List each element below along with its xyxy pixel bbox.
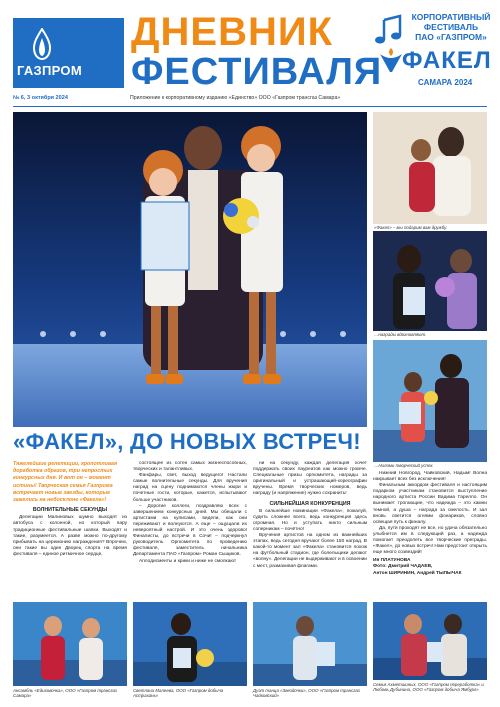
right-photo-2-image [373,231,487,331]
photo-credit: Фото: Дмитрий ЧАДАЕВ, [373,564,433,570]
article-column-3 [253,461,367,599]
issue-number: № 6, 3 октября 2024 [13,95,68,101]
bottom-photo-1-image [13,602,127,686]
right-photo-3-image [373,340,487,462]
subheading-1: ВОЛНИТЕЛЬНЫЕ СЕКУНДЫ [32,507,108,514]
headline: «ФАКЕЛ», ДО НОВЫХ ВСТРЕЧ! [13,429,361,454]
bottom-photo-1-caption: Ансамбль «Едиховочка», ООО «Газпром трансгаз Самара» [13,688,117,698]
bottom-photo-2-caption: Светлана Малеева, ООО «Газпром добыча Астрахань» [133,688,224,698]
right-photo-3-caption: …Ниломи творческий успех. [374,463,434,468]
right-photo-1 [373,112,487,224]
right-photo-1-image [373,112,487,224]
photo-credit-2: Антон ШИРИНИН, Андрей ТЫЛЫЧАК [373,570,462,576]
right-photo-2-caption: …награды вдохновляют. [374,332,427,337]
subheading-2: СИЛЬНЕЙШАЯ КОНКУРЕНЦИЯ [269,500,351,507]
article-column-4 [373,471,487,599]
city-year: САМАРА 2024 [418,78,473,87]
col4-paragraph-2: Финальным аккордом фестиваля и настоящим подарком участникам становится выступление народного артиста России Вадима Гарелло. Он вынимает трогающие, что надежда – это камни темной, а душа – награда за смелость. И зал вновь светится огнями фонариков, словно освещая путь к финалу. [373,483,487,525]
fakel-wordmark: ФАКЕЛ [402,47,492,74]
right-photo-3 [373,340,487,462]
bottom-photo-1 [13,602,127,686]
bottom-photo-3-caption: Дуэт танца «Звездочки», ООО «Газпром трансгаз Чайковский» [253,688,360,698]
festival-label-line2: ФЕСТИВАЛЬ [423,22,479,32]
right-photo-1-caption: «Факел» – мы подарим вам дружбу. [374,225,448,230]
main-photo [13,112,367,427]
col2-paragraph-3: – Дорогие коллеги, поздравляю всех с завершением конкурсных дней. Мы обещали с артистами на кулисами, видели, как они переживают и волнуются. А еще – ощущали их невероятный настрой. И это очень здорово! Финалисты, до встречи в Сочи! – подчеркнул руководитель Оргкомитета по проведению фестиваля, заместитель начальника Департамента ПАО «Газпром» Роман Сыщиков. [133,503,247,558]
col3-paragraph-3: Вручения артистов на одном из важнейших этапах, ведь сегодня вручают более 150 наград. В какой-то момент зал «Факела» становится похож на футбольный стадион, где болельщики делают «волну». Делегации не выдерживают и в освоении с мест, размахивая флагами. [253,533,367,569]
title-line-2: ФЕСТИВАЛЯ [131,51,383,93]
bottom-photo-4-caption: Семья Ахметшиных, ООО «Газпром переработка» и Любовь Дубинина, ООО «Газпром добыча Ямбург» [373,682,484,692]
gazprom-logo [13,18,124,88]
article-lead: Тяжелейшие репетиции, кропотливая доработка образов, три непростых конкурсных дня. И вот он – момент истины! Творческая семья Газпрома встречает новые звезды, которые зажглись на небосклоне «Факела»! [13,461,118,504]
festival-label-line1: КОРПОРАТИВНЫЙ [411,12,491,22]
bottom-photo-4-image [373,602,487,680]
bottom-photo-2 [133,602,247,686]
author: Ия ПЛАТУНОВА [373,558,411,564]
article-column-1 [13,461,127,599]
col4-paragraph-1: Нижний Новгород, Чайковский, Надым! Волна накрывает всех без исключения! [373,471,487,483]
music-notes-icon [374,14,408,48]
bottom-photo-4 [373,602,487,680]
col3-paragraph-1: ни на секунду, каждая делегация хочет поддержать своих лауреатов как можно громче. Специальные призы оргкомитета, награды за оригинальный и устрашающий-хореографии вручены. Время творческих номеров, ведь награду (и напряжение) нужно сохранить! [253,461,367,497]
col2-paragraph-4: Аплодисменты и крики и ниже не смолкают [139,558,237,564]
masthead-rule [13,106,487,107]
bottom-photo-3-image [253,602,367,686]
col3-paragraph-2: В сильнейше номинации «Факела», пожалуй, судить сложнее всего, ведь конкуренция здесь огромная. Но и уступать никто сильным соперникам – почётно! [253,508,367,532]
title-line-1: ДНЕВНИК [131,10,333,54]
torch-icon [378,48,404,74]
bottom-photo-2-image [133,602,247,686]
col2-paragraph-2: Фанфары, свет, выход ведущего! Настали самые волнительные секунды. Для вручения наград на сцену поднимаются члены жюри и почетные гости, которые, кажется, испытывают больше участников. [133,473,247,503]
col4-paragraph-3: Да, пути проходят не все, но удача обязательно улыбнется им в следующий раз, а надежда помогает преодолеть все творческие преграды. «Факел», до новых встреч! Нам предстоит открыть еще много созвездий! [373,525,487,556]
right-photo-2 [373,231,487,331]
logo-text: ГАЗПРОМ [17,63,82,78]
supplement-line: Приложение к корпоративному изданию «Единство» ООО «Газпром трансгаз Самара» [130,95,341,101]
festival-label [408,12,494,42]
article-column-2 [133,461,247,599]
bottom-photo-3 [253,602,367,686]
col1-paragraph-1: Делегации Малиновых шумно выходят из автобуса с колонной, но который пару традиционные фестивальные шапки. Выходят и такие, разумеется. А разве можно по-другому прибывать на церемонию награждения? Впрочем, они такие вы один Дворец спорта на время фестиваля – единое ритмичное сердце, [13,515,127,557]
main-photo-image [13,112,367,427]
col2-paragraph-1: состоящее из сотен самых жизнеспособных, творческих и талантливых. [133,461,247,473]
festival-label-line3: ПАО «ГАЗПРОМ» [415,32,487,42]
gazprom-flame-icon [31,28,53,60]
